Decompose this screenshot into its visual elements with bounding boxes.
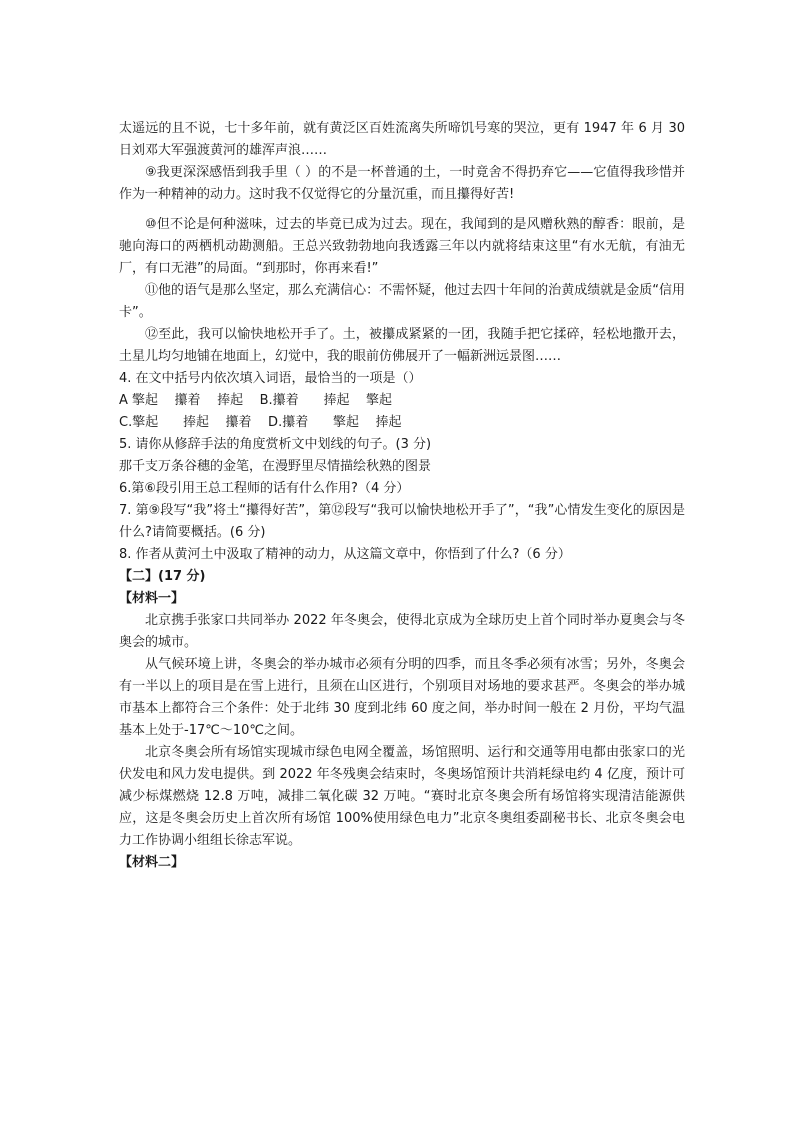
question-5-sentence: 那千支万条谷穗的金笔，在漫野里尽情描绘秋熟的图景 (119, 459, 432, 474)
question-6: 6.第⑥段引用王总工程师的话有什么作用?（4 分） (119, 481, 410, 496)
question-5: 5. 请你从修辞手法的角度赏析文中划线的句子。(3 分) (119, 437, 432, 452)
question-4-options-cd: C.擎起 捧起 攥着 D.攥着 擎起 捧起 (119, 415, 402, 430)
paragraph-12: ⑫至此，我可以愉快地松开手了。土，被攥成紧紧的一团，我随手把它揉碎，轻松地撒开去，土星儿均匀地铺在地面上，幻觉中，我的眼前仿佛展开了一幅新洲远景图…… (119, 327, 685, 364)
material-1-paragraph-2: 从气候环境上讲，冬奥会的举办城市必须有分明的四季，而且冬季必须有冰雪；另外，冬奥会有一半以上的项目是在雪上进行，且须在山区进行，个别项目对场地的要求甚严。冬奥会的举办城市基本上都符合三个条件：处于北纬 30 度到北纬 60 度之间，举办时间一般在 2 月份，平均气温基本上处于-17℃～10℃之间。 (119, 657, 685, 738)
paragraph-9: ⑨我更深深感悟到我手里（ ）的不是一杯普通的土，一时竟舍不得扔弃它——它值得我珍惜并作为一种精神的动力。这时我不仅觉得它的分量沉重，而且攥得好苦! (119, 165, 685, 202)
question-8: 8. 作者从黄河土中汲取了精神的动力，从这篇文章中，你悟到了什么?（6 分） (119, 547, 571, 562)
section-2-heading: 【二】(17 分) (119, 569, 206, 584)
document-body (119, 118, 685, 874)
paragraph-11: ⑪他的语气是那么坚定，那么充满信心：不需怀疑，他过去四十年间的治黄成绩就是金质“信用卡”。 (119, 283, 685, 320)
paragraph-intro: 太遥远的且不说，七十多年前，就有黄泛区百姓流离失所啼饥号寒的哭泣，更有 1947 年 6 月 30 日刘邓大军强渡黄河的雄浑声浪…… (119, 121, 685, 158)
question-4-options-ab: A 擎起 攥着 捧起 B.攥着 捧起 擎起 (119, 393, 392, 408)
material-1-paragraph-1: 北京携手张家口共同举办 2022 年冬奥会，使得北京成为全球历史上首个同时举办夏奥会与冬奥会的城市。 (119, 613, 685, 650)
paragraph-10: ⑩但不论是何种滋味，过去的毕竟已成为过去。现在，我闻到的是风赠秋熟的醇香：眼前，是驰向海口的两栖机动勘测船。王总兴致勃勃地向我透露三年以内就将结束这里“有水无航，有油无厂，有口无港”的局面。“到那时，你再来看!” (119, 217, 685, 276)
question-7: 7. 第⑨段写“我”将土“攥得好苦”，第⑫段写“我可以愉快地松开手了”，“我”心情发生变化的原因是什么?请简要概括。(6 分) (119, 503, 685, 540)
material-1-paragraph-3: 北京冬奥会所有场馆实现城市绿色电网全覆盖，场馆照明、运行和交通等用电都由张家口的光伏发电和风力发电提供。到 2022 年冬残奥会结束时，冬奥场馆预计共消耗绿电约 4 亿度，预计可减少标煤燃烧 12.8 万吨，减排二氧化碳 32 万吨。“赛时北京冬奥会所有场馆将实现清洁能源供应，这是冬奥会历史上首次所有场馆 100%使用绿色电力”北京冬奥组委副秘书长、北京冬奥会电力工作协调小组组长徐志军说。 (119, 745, 685, 848)
material-1-title: 【材料一】 (119, 591, 185, 606)
material-2-title: 【材料二】 (119, 855, 185, 870)
question-4: 4. 在文中括号内依次填入词语，最恰当的一项是（） (119, 371, 422, 386)
